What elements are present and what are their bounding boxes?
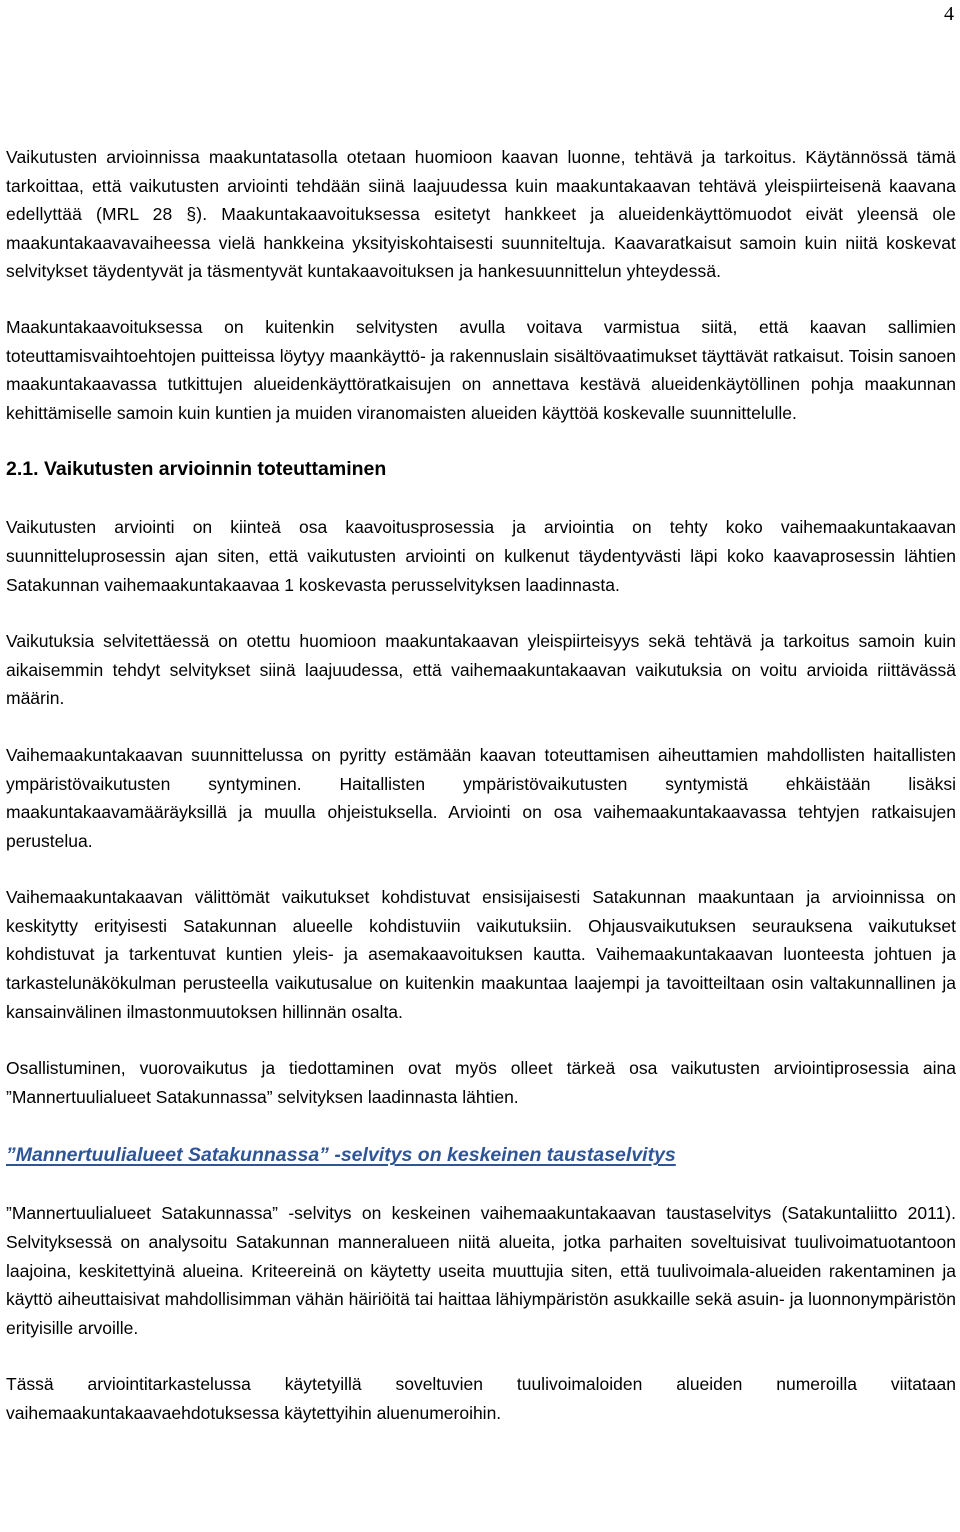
section-heading: 2.1. Vaikutusten arvioinnin toteuttaminen bbox=[6, 458, 387, 481]
paragraph-valittomat: Vaihemaakuntakaavan välittömät vaikutukset kohdistuvat ensisijaisesti Satakunnan maakuntaan ja arvioinnissa on keskitytty erityisesti Satakunnan alueelle kohdistuviin vaikutuksiin. Ohjausvaikutuksen seurauksena vaikutukset kohdistuvat ja tarkentuvat kuntien yleis- ja asemakaavoituksen kautta. Vaihemaakuntakaavan luonteesta johtuen ja tarkastelunäkökulman perusteella vaikutusalue on kuitenkin maakuntaa laajempi ja tavoitteiltaan osin valtakunnallinen ja kansainvälinen ilmastonmuutoksen hillinnän osalta. bbox=[6, 887, 956, 1022]
paragraph-suunnittelu: Vaihemaakuntakaavan suunnittelussa on pyritty estämään kaavan toteuttamisen aiheuttamien mahdollisten haitallisten ympäristövaikutusten syntyminen. Haitallisten ympäristövaikutusten syntymistä ehkäistään lisäksi maakuntakaavamääräyksillä ja muulla ohjeistuksella. Arviointi on osa vaihemaakuntakaavassa tehtyjen ratkaisujen perustelua. bbox=[6, 744, 956, 851]
subsection-heading: ”Mannertuulialueet Satakunnassa” -selvitys on keskeinen taustaselvitys bbox=[6, 1144, 676, 1167]
paragraph-arviointi: Vaikutusten arviointi on kiinteä osa kaavoitusprosessia ja arviointia on tehty koko vaihemaakuntakaavan suunnitteluprosessin ajan siten, että vaikutusten arviointi on kulkenut täydentyvästi läpi koko kaavaprosessin lähtien Satakunnan vaihemaakuntakaavaa 1 koskevasta perusselvityksen laadinnasta. bbox=[6, 517, 956, 595]
paragraph-intro: Vaikutusten arvioinnissa maakuntatasolla otetaan huomioon kaavan luonne, tehtävä ja tarkoitus. Käytännössä tämä tarkoittaa, että vaikutusten arviointi tehdään siinä laajuudessa kuin maakuntakaavan tehtävä yleispiirteisenä kaavana edellyttää (MRL 28 §). Maakuntakaavoituksessa esitetyt hankkeet ja alueidenkäyttömuodot eivät yleensä ole maakuntakaavavaiheessa vielä hankkeina yksityiskohtaisesti suunniteltuja. Kaavaratkaisut samoin kuin niitä koskevat selvitykset täydentyvät ja täsmentyvät kuntakaavoituksen ja hankesuunnittelun yhteydessä. bbox=[6, 147, 956, 282]
paragraph-selvitykset: Maakuntakaavoituksessa on kuitenkin selvitysten avulla voitava varmistua siitä, että kaavan sallimien toteuttamisvaihtoehtojen puitteissa löytyy maankäyttö- ja rakennuslain sisältövaatimukset täyttävät ratkaisut. Toisin sanoen maakuntakaavassa tutkittujen alueidenkäyttöratkaisujen on annettava kestävä alueidenkäytöllinen pohja maakunnan kehittämiselle samoin kuin kuntien ja muiden viranomaisten alueiden käyttöä koskevalle suunnittelulle. bbox=[6, 316, 956, 423]
paragraph-vaikutuksia: Vaikutuksia selvitettäessä on otettu huomioon maakuntakaavan yleispiirteisyys sekä tehtävä ja tarkoitus samoin kuin aikaisemmin tehdyt selvitykset siinä laajuudessa, että vaihemaakuntakaavan vaikutuksia on voitu arvioida riittävässä määrin. bbox=[6, 631, 956, 709]
paragraph-mannertuuli: ”Mannertuulialueet Satakunnassa” -selvitys on keskeinen vaihemaakuntakaavan taustaselvitys (Satakuntaliitto 2011). Selvityksessä on analysoitu Satakunnan manneralueen niitä alueita, jotka parhaiten soveltuisivat tuulivoimatuotantoon laajoina, keskitettyinä alueina. Kriteereinä on käytetty useita muuttujia siten, että tuulivoimala-alueiden rakentaminen ja käyttö aiheuttaisivat mahdollisimman vähän häiriöitä tai haittaa lähiympäristön asukkaille sekä asuin- ja luonnonympäristön erityisille arvoille. bbox=[6, 1203, 956, 1338]
page-number: 4 bbox=[944, 3, 954, 25]
paragraph-osallistuminen: Osallistuminen, vuorovaikutus ja tiedottaminen ovat myös olleet tärkeä osa vaikutusten arviointiprosessia aina ”Mannertuulialueet Satakunnassa” selvityksen laadinnasta lähtien. bbox=[6, 1058, 956, 1107]
document-body bbox=[6, 143, 956, 1428]
paragraph-aluenumerot: Tässä arviointitarkastelussa käytetyillä soveltuvien tuulivoimaloiden alueiden numeroilla viitataan vaihemaakuntakaavaehdotuksessa käytettyihin aluenumeroihin. bbox=[6, 1374, 956, 1423]
